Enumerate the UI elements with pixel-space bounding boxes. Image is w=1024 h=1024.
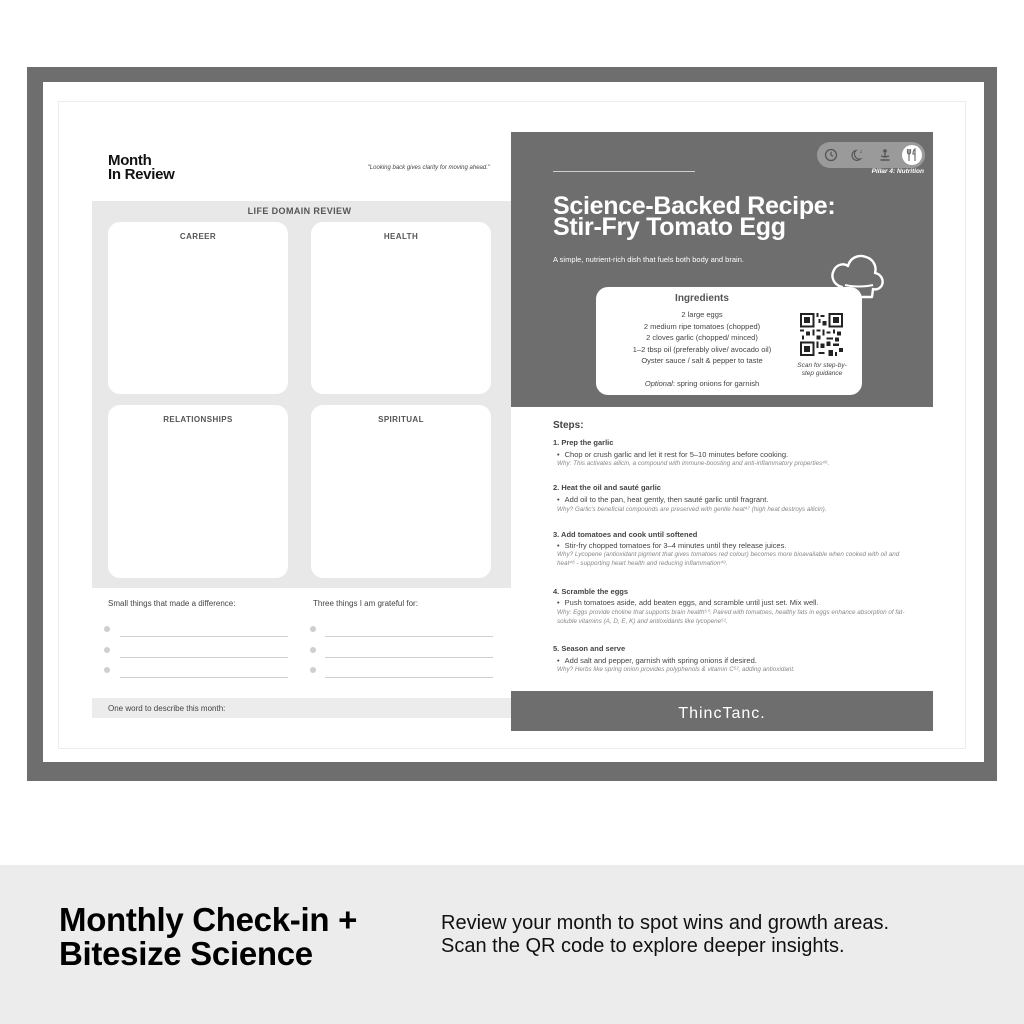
life-domain-title: LIFE DOMAIN REVIEW [247, 206, 352, 216]
step-instruction: • Push tomatoes aside, add beaten eggs, and scramble until just set. Mix well. [557, 598, 819, 607]
bullet-dot [104, 626, 110, 632]
bullet-dot [310, 667, 316, 673]
caption-text: Review your month to spot wins and growth areas. Scan the QR code to explore deeper insights. [441, 912, 889, 957]
moon-icon[interactable] [849, 146, 867, 164]
optional-ingredient: Optional: spring onions for garnish [644, 379, 760, 388]
ingredient-item: 2 large eggs [681, 310, 723, 319]
step-why: Why: This activates allicin, a compound with immune-boosting and anti-inflammatory properties⁴⁶. [557, 460, 830, 467]
writing-line[interactable] [325, 677, 493, 678]
bullet-dot [104, 667, 110, 673]
step-instruction: • Add salt and pepper, garnish with spring onions if desired. [557, 656, 757, 665]
writing-line[interactable] [120, 657, 288, 658]
step-heading: 5. Season and serve [553, 644, 626, 653]
domain-label: SPIRITUAL [378, 415, 424, 424]
small-things-label: Small things that made a difference: [108, 599, 236, 608]
step-why: Why? Garlic's beneficial compounds are preserved with gentle heat⁴⁷ (high heat destroys allicin). [557, 506, 827, 513]
writing-line[interactable] [120, 677, 288, 678]
fork-knife-icon[interactable] [902, 145, 922, 165]
domain-card-spiritual[interactable] [311, 405, 491, 578]
bullet-dot [310, 626, 316, 632]
step-why: Why? Lycopene (antioxidant pigment that gives tomatoes red colour) becomes more bioavailable when cooked with oil and heat⁴⁸ - supporting heart health and reducing inflammation⁴⁹. [557, 551, 900, 567]
grateful-label: Three things I am grateful for: [313, 599, 418, 608]
step-heading: 2. Heat the oil and sauté garlic [553, 483, 661, 492]
clock-icon[interactable] [822, 146, 840, 164]
ingredient-item: 1–2 tbsp oil (preferably olive/ avocado oil) [632, 345, 772, 354]
step-heading: 1. Prep the garlic [553, 438, 614, 447]
domain-card-relationships[interactable] [108, 405, 288, 578]
writing-line[interactable] [120, 636, 288, 637]
step-instruction: • Chop or crush garlic and let it rest for 5–10 minutes before cooking. [557, 450, 788, 459]
caption-heading: Monthly Check-in + Bitesize Science [59, 901, 358, 972]
ingredient-item: 2 medium ripe tomatoes (chopped) [643, 322, 761, 331]
steps-title: Steps: [553, 420, 584, 431]
writing-line[interactable] [325, 657, 493, 658]
ingredient-item: Oyster sauce / salt & pepper to taste [641, 356, 763, 365]
ingredient-item: 2 cloves garlic (chopped/ minced) [646, 333, 758, 342]
review-quote: "Looking back gives clarity for moving ahead." [367, 165, 490, 171]
domain-label: RELATIONSHIPS [163, 415, 233, 424]
step-heading: 3. Add tomatoes and cook until softened [553, 530, 698, 539]
recipe-subtitle: A simple, nutrient-rich dish that fuels both body and brain. [553, 255, 744, 264]
step-instruction: • Add oil to the pan, heat gently, then sauté garlic until fragrant. [557, 495, 768, 504]
step-why: Why: Eggs provide choline that supports brain health⁵⁰. Paired with tomatoes, healthy fats in eggs enhance absorption of fat-soluble vitamins (A, D, E, K) and antioxidants like lycopene⁵¹. [557, 609, 905, 625]
step-heading: 4. Scramble the eggs [553, 587, 629, 596]
month-in-review-title: Month In Review [108, 152, 175, 183]
writing-line[interactable] [325, 636, 493, 637]
domain-card-career[interactable] [108, 222, 288, 394]
meditation-icon[interactable] [876, 146, 894, 164]
one-word-label: One word to describe this month: [108, 704, 226, 713]
domain-label: HEALTH [383, 232, 419, 241]
domain-card-health[interactable] [311, 222, 491, 394]
domain-label: CAREER [179, 232, 217, 241]
bullet-dot [104, 647, 110, 653]
step-why: Why? Herbs like spring onion provides polyphenols & vitamin C⁵², adding antioxidant. [557, 666, 795, 673]
ingredients-title: Ingredients [675, 293, 729, 304]
qr-code[interactable] [800, 313, 843, 356]
pillar-label: Pillar 4: Nutrition [871, 168, 924, 175]
qr-caption: Scan for step-by-step guidance [797, 362, 847, 377]
brand-logo: ThincTanc. [678, 705, 766, 719]
bullet-dot [310, 647, 316, 653]
recipe-title: Science-Backed Recipe: Stir-Fry Tomato Egg [553, 192, 836, 241]
svg-text:z: z [860, 149, 863, 154]
header-rule [553, 171, 695, 172]
step-instruction: • Stir-fry chopped tomatoes for 3–4 minutes until they release juices. [557, 541, 786, 550]
